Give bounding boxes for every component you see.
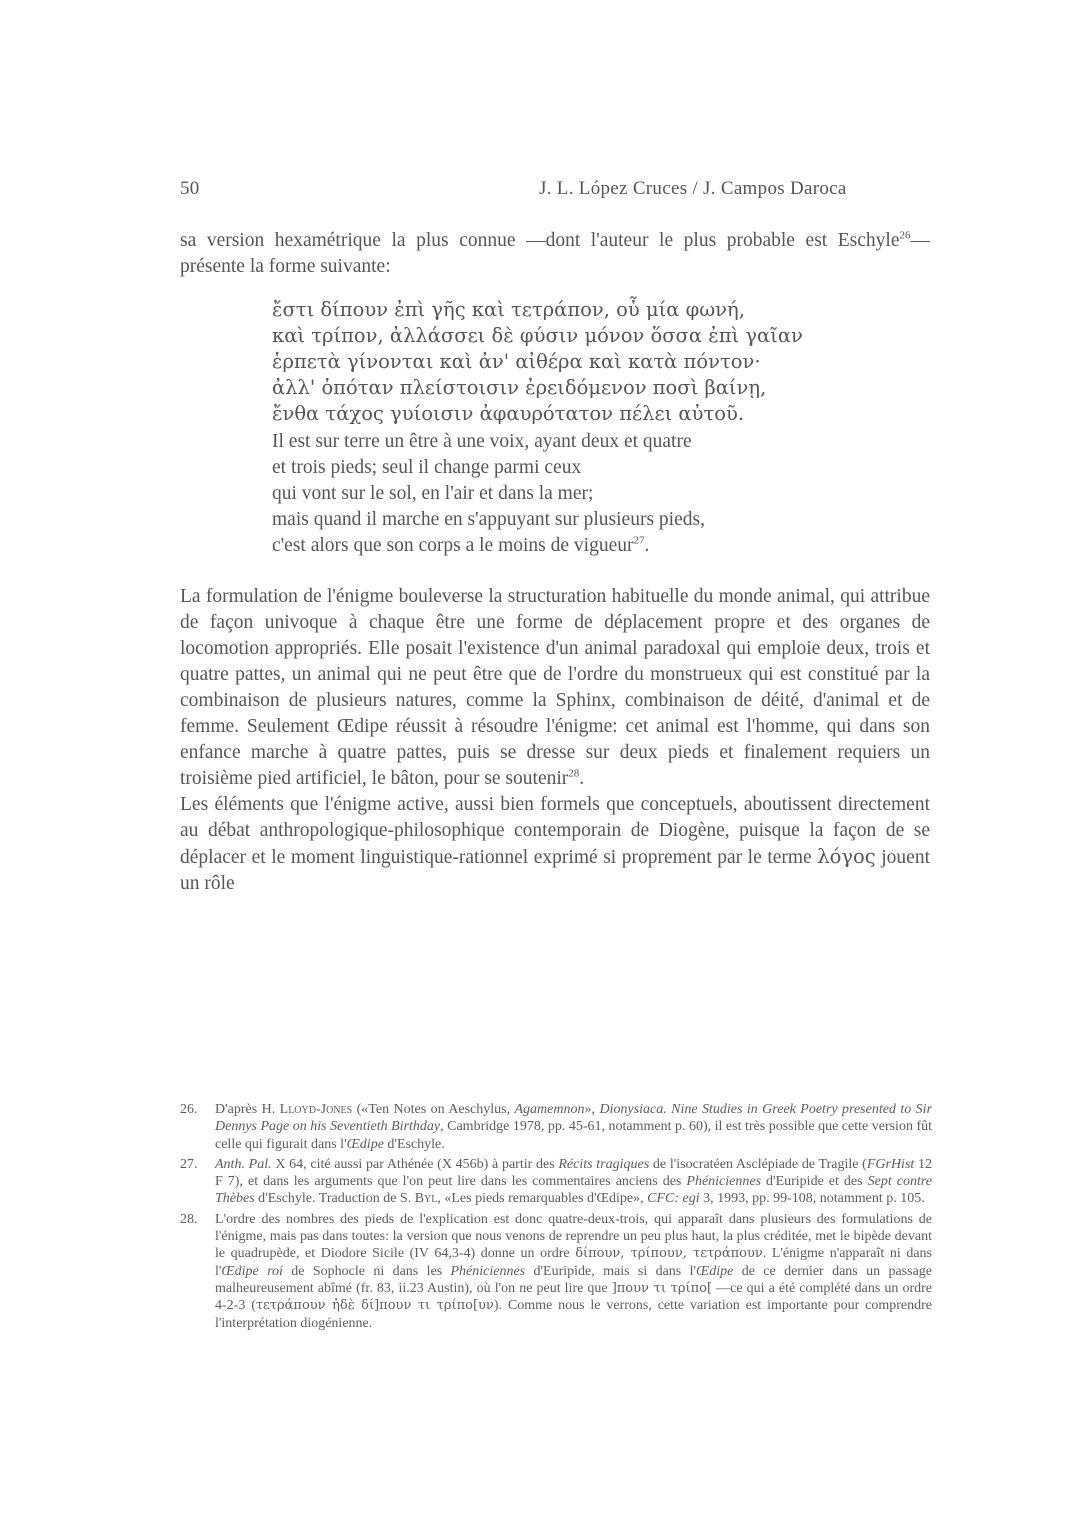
footnote-ref-26[interactable]: 26 — [899, 229, 911, 242]
french-verse-line: et trois pieds; seul il change parmi ceux — [272, 457, 582, 478]
paragraph-enigme — [180, 584, 930, 792]
footnote-text: Anth. Pal. X 64, cité aussi par Athénée (X 456b) à partir des Récits tragiques de l'isocratéen Asclépiade de Tragile (FGrHist 12 F 7), et dans les arguments que l'on peut lire dans les commentaires anciens des Phéniciennes d'Euripide et des Sept contre Thèbes d'Eschyle. Traduction de S. Byl, «Les pieds remarquables d'Œdipe», CFC: egi 3, 1993, pp. 99-108, notamment p. 105. — [215, 1156, 932, 1207]
greek-verse-line: ἔνθα τάχος γυίοισιν ἀφαυρότατον πέλει αὐτοῦ. — [272, 402, 745, 425]
intro-text-b: — présente la forme suivante: — [180, 230, 930, 277]
intro-text-a: sa version hexamétrique la plus connue —dont l'auteur le plus probable est Eschyle — [180, 230, 900, 251]
paragraph-1-text: La formulation de l'énigme bouleverse la structuration habituelle du monde animal, qui attribue de façon univoque à chaque être une forme de déplacement propre et des organes de locomotion appropriés. Elle posait l'existence d'un animal paradoxal qui emploie deux, trois et quatre pattes, un animal qui ne peut être que de l'ordre du monstrueux qui est constitué par la combinaison de plusieurs natures, comme la Sphinx, combinaison de déité, d'animal et de femme. Seulement Œdipe réussit à résoudre l'énigme: cet animal est l'homme, qui dans son enfance marche à quatre pattes, puis se dresse sur deux pieds et finalement requiers un troisième pied artificiel, le bâton, pour se soutenir — [180, 586, 930, 789]
french-translation-verse — [272, 429, 930, 559]
footnote-28 — [180, 1211, 932, 1332]
french-verse-last-text: c'est alors que son corps a le moins de vigueur — [272, 535, 634, 556]
intro-paragraph — [180, 228, 930, 280]
paragraph-2-text-b: jouent un rôle — [180, 847, 931, 894]
greek-verse-line: ἔστι δίπουν ἐπὶ γῆς καὶ τετράπον, οὗ μία φωνή, — [272, 298, 745, 321]
french-verse-line: Il est sur terre un être à une voix, ayant deux et quatre — [272, 431, 692, 452]
french-verse-line: qui vont sur le sol, en l'air et dans la mer; — [272, 483, 594, 504]
paragraph-1-end: . — [579, 768, 585, 789]
greek-verse-line: καὶ τρίπον, ἀλλάσσει δὲ φύσιν μόνον ὅσσα ἐπὶ γαῖαν — [272, 324, 803, 347]
greek-verse-line: ἀλλ' ὁπόταν πλείστοισιν ἐρειδόμενον ποσὶ βαίνῃ, — [272, 376, 767, 399]
footnote-text: L'ordre des nombres des pieds de l'explication est donc quatre-deux-trois, qui apparaît dans plusieurs des formulations de l'énigme, mais pas dans toutes: la version que nous venons de reprendre un peu plus haut, la plus créditée, met le bipède devant le quadrupède, et Diodore Sicile (IV 64,3-4) donne un ordre δίπουν, τρίπουν, τετράπουν. L'énigme n'apparaît ni dans l'Œdipe roi de Sophocle ni dans les Phéniciennes d'Euripide, mais si dans l'Œdipe de ce dernier dans un passage malheureusement abîmé (fr. 83, ii.23 Austin), où l'on ne peut lire que ]πουν τι τρίπο[ —ce qui a été complété dans un ordre 4-2-3 (τετράπουν ἠδὲ δί]πουν τι τρίπο[υν). Comme nous le verrons, cette variation est importante pour comprendre l'interprétation diogénienne. — [215, 1211, 933, 1331]
footnotes — [180, 1101, 932, 1335]
paragraph-2-text-a: Les éléments que l'énigme active, aussi bien formels que conceptuels, aboutissent directement au débat anthropologique-philosophique contemporain de Diogène, puisque la façon de se déplacer et le moment linguistique-rationnel exprimé si proprement par le terme — [180, 794, 930, 868]
footnote-ref-27[interactable]: 27 — [633, 534, 645, 547]
footnote-number: 27. — [180, 1156, 198, 1172]
greek-term-logos: λόγος — [817, 845, 876, 868]
footnote-ref-28[interactable]: 28 — [568, 767, 580, 780]
footnote-number: 26. — [180, 1102, 198, 1117]
main-text — [180, 228, 930, 897]
footnote-27 — [180, 1156, 932, 1208]
french-verse-line — [272, 533, 930, 559]
greek-verse-line: ἑρπετὰ γίνονται καὶ ἀν' αἰθέρα καὶ κατὰ πόντον· — [272, 350, 761, 373]
greek-riddle-verse — [272, 297, 930, 427]
footnote-26 — [180, 1101, 932, 1153]
footnote-text: D'après H. Lloyd-Jones («Ten Notes on Aeschylus, Agamemnon», Dionysiaca. Nine Studies in Greek Poetry presented to Sir Dennys Page on his Seventieth Birthday, Cambridge 1978, pp. 45-61, notamment p. 60), il est très possible que cette version fût celle qui figurait dans l'Œdipe d'Eschyle. — [215, 1102, 933, 1152]
paragraph-elements — [180, 792, 930, 897]
running-header — [180, 178, 930, 208]
french-verse-line: mais quand il marche en s'appuyant sur plusieurs pieds, — [272, 509, 705, 530]
verse-end-period: . — [644, 535, 650, 556]
page-number: 50 — [180, 178, 200, 199]
running-head-authors: J. L. López Cruces / J. Campos Daroca — [539, 178, 847, 199]
footnote-number: 28. — [180, 1211, 198, 1227]
